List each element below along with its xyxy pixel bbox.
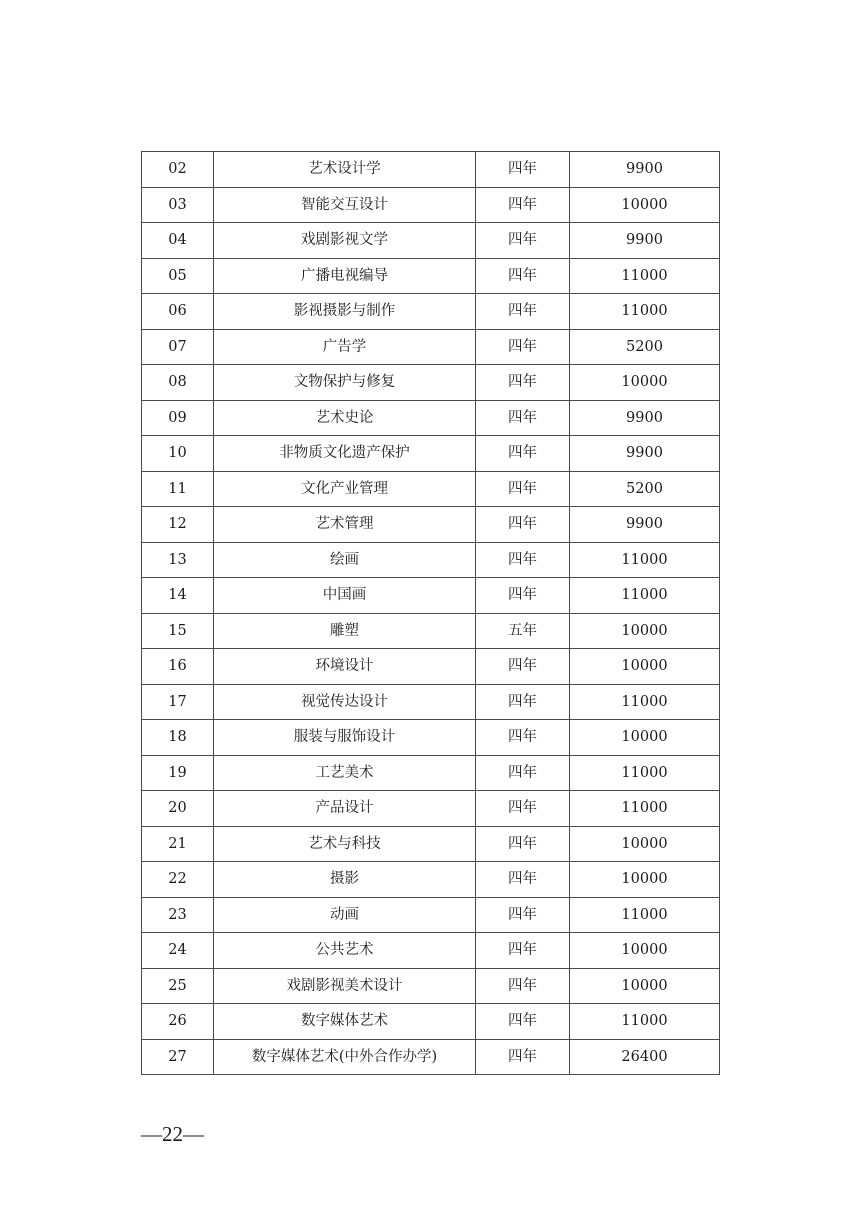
major-name-cell: 公共艺术 [214, 933, 476, 969]
duration-cell: 四年 [476, 862, 570, 898]
major-name-cell: 艺术与科技 [214, 826, 476, 862]
major-name-cell: 广告学 [214, 329, 476, 365]
duration-cell: 四年 [476, 223, 570, 259]
major-name-cell: 服装与服饰设计 [214, 720, 476, 756]
table-row [142, 329, 720, 365]
row-number-cell: 11 [142, 471, 214, 507]
table-row [142, 684, 720, 720]
table-row [142, 933, 720, 969]
fee-cell: 10000 [570, 933, 720, 969]
major-name-cell: 工艺美术 [214, 755, 476, 791]
table-row [142, 507, 720, 543]
major-name-cell: 产品设计 [214, 791, 476, 827]
major-name-cell: 数字媒体艺术 [214, 1004, 476, 1040]
fee-cell: 11000 [570, 684, 720, 720]
page-number: —22— [141, 1122, 204, 1146]
duration-cell: 四年 [476, 649, 570, 685]
row-number-cell: 13 [142, 542, 214, 578]
fee-cell: 11000 [570, 578, 720, 614]
major-name-cell: 艺术设计学 [214, 152, 476, 188]
row-number-cell: 15 [142, 613, 214, 649]
duration-cell: 四年 [476, 1039, 570, 1075]
row-number-cell: 14 [142, 578, 214, 614]
row-number-cell: 22 [142, 862, 214, 898]
table-row [142, 542, 720, 578]
table-row [142, 755, 720, 791]
fee-cell: 10000 [570, 826, 720, 862]
duration-cell: 五年 [476, 613, 570, 649]
table-row [142, 400, 720, 436]
fee-cell: 10000 [570, 365, 720, 401]
row-number-cell: 25 [142, 968, 214, 1004]
fee-cell: 10000 [570, 720, 720, 756]
duration-cell: 四年 [476, 826, 570, 862]
table-row [142, 791, 720, 827]
fee-cell: 5200 [570, 471, 720, 507]
table-row [142, 897, 720, 933]
major-name-cell: 非物质文化遗产保护 [214, 436, 476, 472]
fee-cell: 11000 [570, 897, 720, 933]
fee-cell: 9900 [570, 223, 720, 259]
table-row [142, 862, 720, 898]
duration-cell: 四年 [476, 400, 570, 436]
table-row [142, 826, 720, 862]
tuition-table [141, 151, 720, 1075]
major-name-cell: 文化产业管理 [214, 471, 476, 507]
major-name-cell: 戏剧影视文学 [214, 223, 476, 259]
major-name-cell: 影视摄影与制作 [214, 294, 476, 330]
table-row [142, 258, 720, 294]
row-number-cell: 06 [142, 294, 214, 330]
duration-cell: 四年 [476, 791, 570, 827]
duration-cell: 四年 [476, 684, 570, 720]
major-name-cell: 戏剧影视美术设计 [214, 968, 476, 1004]
fee-cell: 10000 [570, 968, 720, 1004]
table-row [142, 152, 720, 188]
table-row [142, 187, 720, 223]
table-row [142, 578, 720, 614]
table-row [142, 294, 720, 330]
duration-cell: 四年 [476, 1004, 570, 1040]
row-number-cell: 16 [142, 649, 214, 685]
tuition-table-body [142, 152, 720, 1075]
duration-cell: 四年 [476, 897, 570, 933]
fee-cell: 10000 [570, 862, 720, 898]
row-number-cell: 09 [142, 400, 214, 436]
row-number-cell: 23 [142, 897, 214, 933]
duration-cell: 四年 [476, 542, 570, 578]
table-row [142, 968, 720, 1004]
row-number-cell: 18 [142, 720, 214, 756]
duration-cell: 四年 [476, 329, 570, 365]
row-number-cell: 02 [142, 152, 214, 188]
row-number-cell: 10 [142, 436, 214, 472]
fee-cell: 9900 [570, 507, 720, 543]
fee-cell: 11000 [570, 1004, 720, 1040]
row-number-cell: 03 [142, 187, 214, 223]
major-name-cell: 智能交互设计 [214, 187, 476, 223]
fee-cell: 10000 [570, 187, 720, 223]
fee-cell: 11000 [570, 791, 720, 827]
duration-cell: 四年 [476, 968, 570, 1004]
table-row [142, 1039, 720, 1075]
table-row [142, 613, 720, 649]
fee-cell: 9900 [570, 400, 720, 436]
duration-cell: 四年 [476, 933, 570, 969]
row-number-cell: 20 [142, 791, 214, 827]
duration-cell: 四年 [476, 258, 570, 294]
major-name-cell: 中国画 [214, 578, 476, 614]
duration-cell: 四年 [476, 755, 570, 791]
major-name-cell: 视觉传达设计 [214, 684, 476, 720]
table-row [142, 365, 720, 401]
duration-cell: 四年 [476, 365, 570, 401]
major-name-cell: 雕塑 [214, 613, 476, 649]
fee-cell: 5200 [570, 329, 720, 365]
fee-cell: 11000 [570, 542, 720, 578]
major-name-cell: 文物保护与修复 [214, 365, 476, 401]
row-number-cell: 27 [142, 1039, 214, 1075]
row-number-cell: 05 [142, 258, 214, 294]
major-name-cell: 动画 [214, 897, 476, 933]
row-number-cell: 24 [142, 933, 214, 969]
fee-cell: 10000 [570, 613, 720, 649]
table-row [142, 223, 720, 259]
row-number-cell: 04 [142, 223, 214, 259]
major-name-cell: 绘画 [214, 542, 476, 578]
duration-cell: 四年 [476, 471, 570, 507]
duration-cell: 四年 [476, 720, 570, 756]
row-number-cell: 19 [142, 755, 214, 791]
fee-cell: 9900 [570, 152, 720, 188]
row-number-cell: 07 [142, 329, 214, 365]
duration-cell: 四年 [476, 294, 570, 330]
table-row [142, 436, 720, 472]
table-row [142, 649, 720, 685]
major-name-cell: 艺术史论 [214, 400, 476, 436]
duration-cell: 四年 [476, 152, 570, 188]
fee-cell: 26400 [570, 1039, 720, 1075]
duration-cell: 四年 [476, 507, 570, 543]
row-number-cell: 12 [142, 507, 214, 543]
duration-cell: 四年 [476, 436, 570, 472]
table-row [142, 471, 720, 507]
row-number-cell: 17 [142, 684, 214, 720]
major-name-cell: 广播电视编导 [214, 258, 476, 294]
duration-cell: 四年 [476, 578, 570, 614]
fee-cell: 11000 [570, 258, 720, 294]
table-row [142, 1004, 720, 1040]
major-name-cell: 摄影 [214, 862, 476, 898]
major-name-cell: 艺术管理 [214, 507, 476, 543]
fee-cell: 11000 [570, 755, 720, 791]
major-name-cell: 数字媒体艺术(中外合作办学) [214, 1039, 476, 1075]
fee-cell: 10000 [570, 649, 720, 685]
table-row [142, 720, 720, 756]
fee-cell: 9900 [570, 436, 720, 472]
duration-cell: 四年 [476, 187, 570, 223]
row-number-cell: 21 [142, 826, 214, 862]
major-name-cell: 环境设计 [214, 649, 476, 685]
fee-cell: 11000 [570, 294, 720, 330]
row-number-cell: 08 [142, 365, 214, 401]
row-number-cell: 26 [142, 1004, 214, 1040]
